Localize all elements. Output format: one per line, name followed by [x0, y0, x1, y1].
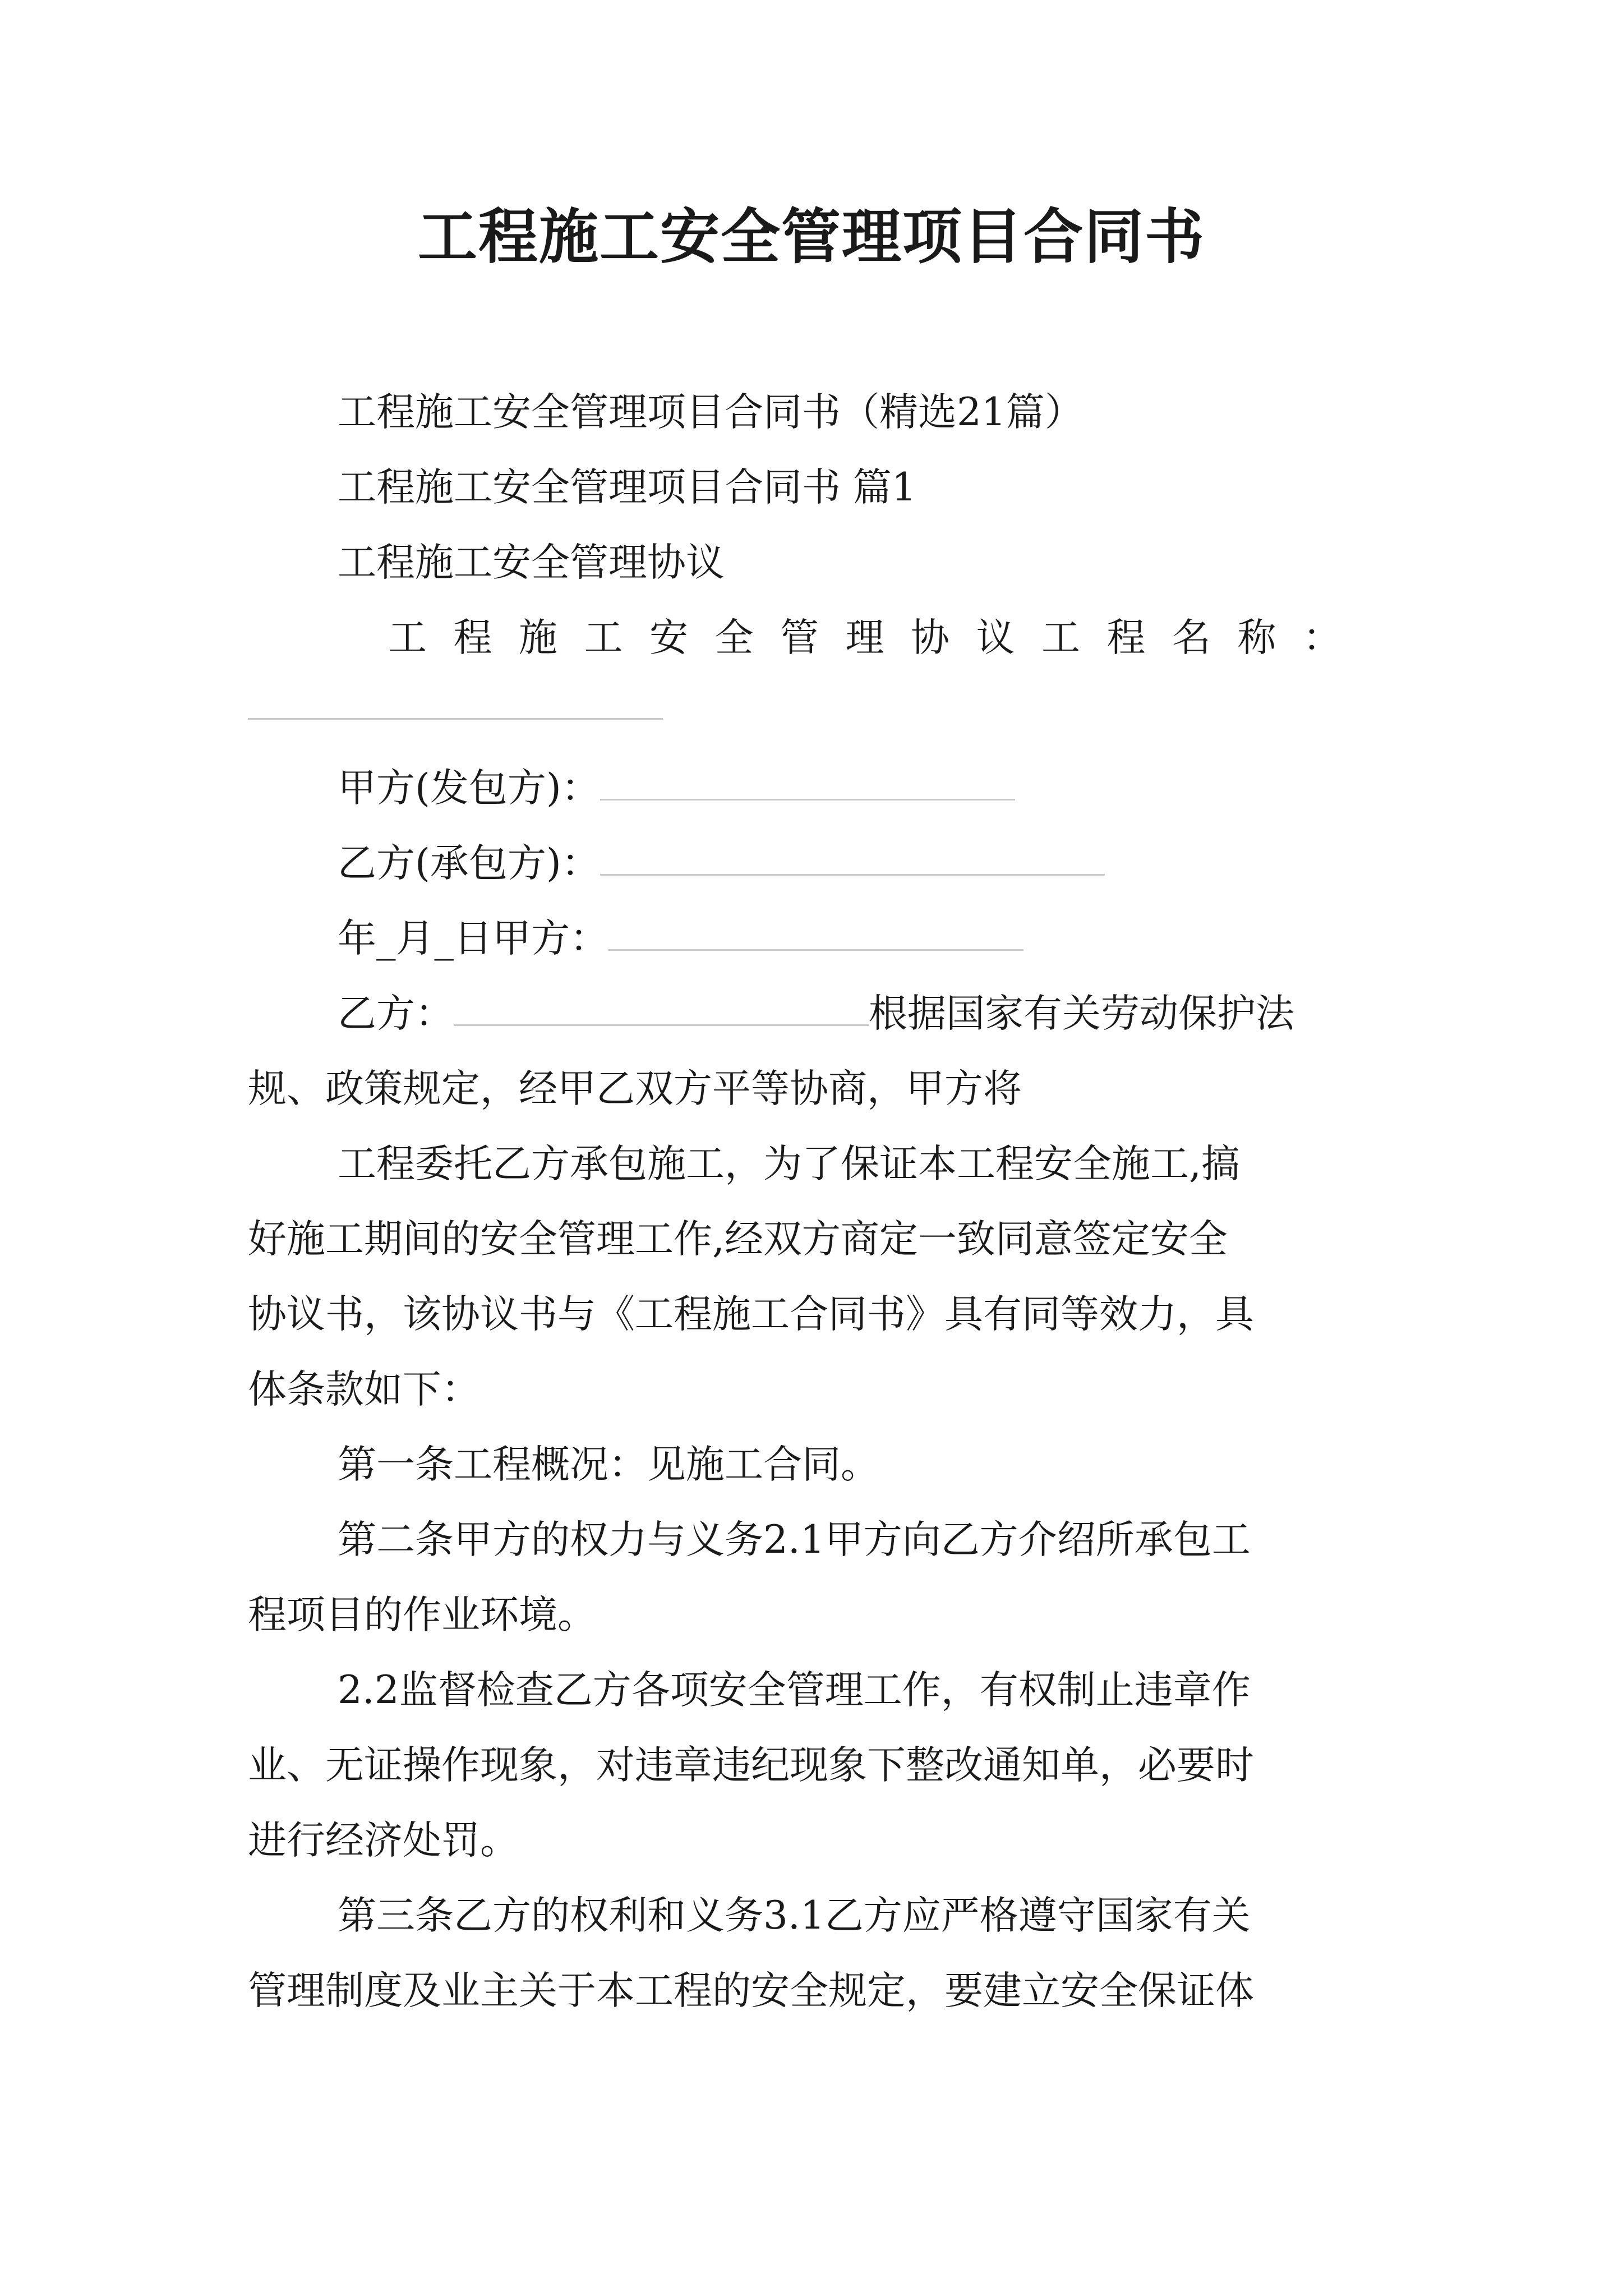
project-name-line [248, 600, 1375, 675]
heading-line-part: 工程施工安全管理项目合同书 篇1 [338, 465, 916, 510]
heading-line-agreement: 工程施工安全管理协议 [338, 540, 725, 585]
paragraph-line: 业、无证操作现象，对违章违纪现象下整改通知单，必要时 [248, 1743, 1254, 1788]
date-label: 年_月_日甲方： [338, 916, 608, 961]
party-yi-label: 乙方： [338, 991, 454, 1036]
paragraph-line: 协议书，该协议书与《工程施工合同书》具有同等效力，具 [248, 1292, 1254, 1337]
party-yi-blank [454, 976, 869, 1026]
project-name-char: 工 [388, 615, 427, 660]
paragraph-line: 工程委托乙方承包施工，为了保证本工程安全施工,搞 [338, 1142, 1240, 1186]
paragraph-line: 程项目的作业环境。 [248, 1593, 596, 1637]
document-body [248, 375, 1375, 2028]
project-name-char: 理 [845, 615, 884, 660]
party-yi-line [248, 976, 1375, 1051]
project-name-char: 工 [584, 615, 623, 660]
party-yi-text: 根据国家有关劳动保护法 [869, 991, 1294, 1036]
project-name-char: 称 [1237, 615, 1276, 660]
article-3-line: 第三条乙方的权利和义务3.1乙方应严格遵守国家有关 [338, 1893, 1251, 1938]
party-a-line [248, 751, 1375, 826]
project-name-char: 程 [1106, 615, 1146, 660]
project-name-char: 全 [714, 615, 754, 660]
party-a-label: 甲方(发包方)： [338, 766, 600, 811]
paragraph-line: 管理制度及业主关于本工程的安全规定，要建立安全保证体 [248, 1968, 1254, 2013]
party-b-label: 乙方(承包方)： [338, 841, 600, 886]
project-name-char: 安 [649, 615, 688, 660]
heading-line-collection: 工程施工安全管理项目合同书（精选21篇） [338, 390, 1083, 435]
party-a-blank [600, 751, 1015, 800]
project-name-char: 工 [1041, 615, 1080, 660]
clause-2-2-line: 2.2监督检查乙方各项安全管理工作，有权制止违章作 [338, 1668, 1251, 1713]
date-party-a-blank [608, 901, 1023, 951]
party-b-blank [600, 826, 1105, 876]
project-name-char: 施 [519, 615, 557, 660]
project-name-char: 协 [911, 615, 949, 660]
paragraph-line: 进行经济处罚。 [248, 1818, 519, 1863]
article-1-line: 第一条工程概况：见施工合同。 [338, 1442, 879, 1487]
project-name-char: 名 [1172, 615, 1211, 660]
date-line [248, 901, 1375, 976]
project-name-char: 议 [976, 615, 1015, 660]
project-name-char: 程 [453, 615, 492, 660]
paragraph-line: 好施工期间的安全管理工作,经双方商定一致同意签定安全 [248, 1217, 1228, 1262]
document-title: 工程施工安全管理项目合同书 [418, 201, 1205, 272]
paragraph-line: 规、政策规定，经甲乙双方平等协商，甲方将 [248, 1066, 1022, 1111]
paragraph-line: 体条款如下： [248, 1367, 480, 1412]
project-name-char: 管 [780, 615, 819, 660]
project-name-blank [248, 675, 663, 720]
project-name-char: ： [1303, 615, 1341, 660]
project-name-blank-line [248, 675, 1375, 751]
party-b-line [248, 826, 1375, 901]
article-2-line: 第二条甲方的权力与义务2.1甲方向乙方介绍所承包工 [338, 1517, 1251, 1562]
